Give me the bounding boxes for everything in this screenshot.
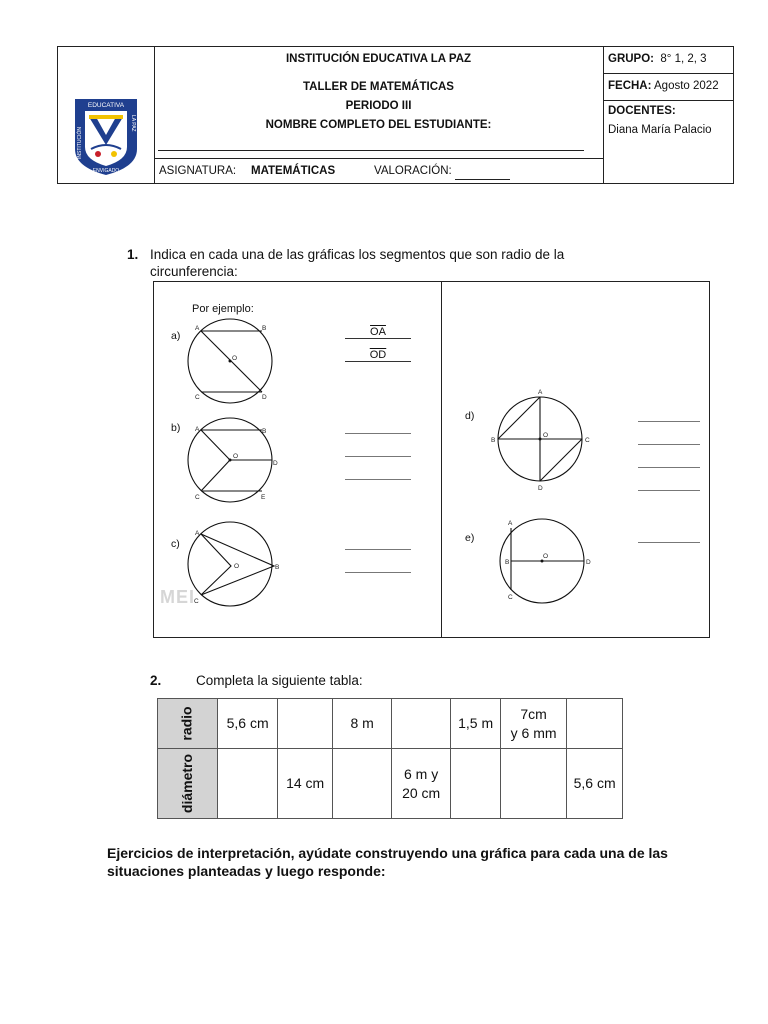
figure-a-label: a): [171, 330, 181, 342]
row-header-radio: radio: [158, 699, 218, 749]
table-cell[interactable]: 8 m: [333, 699, 392, 749]
example-label: Por ejemplo:: [192, 303, 254, 315]
interpretation-heading: [107, 844, 707, 880]
table-cell[interactable]: [392, 699, 451, 749]
question1-number: 1.: [127, 247, 139, 262]
circle-figures: [154, 282, 709, 637]
pt-b-E: E: [261, 494, 266, 501]
header-title-cell: [154, 47, 604, 183]
student-name-label: NOMBRE COMPLETO DEL ESTUDIANTE:: [265, 119, 492, 131]
pt-c-A: A: [195, 530, 200, 537]
pt-e-A: A: [508, 520, 513, 527]
table-cell[interactable]: 5,6 cm: [567, 749, 623, 819]
header-table: [57, 46, 734, 184]
logo-bottom-text: ENVIGADO: [92, 168, 120, 174]
pt-d-C: C: [585, 437, 590, 444]
answer-oa-text: $\overline{OA}$: [370, 326, 386, 338]
grade-label: VALORACIÓN:: [374, 165, 452, 177]
date-field: [608, 80, 719, 92]
radius-diameter-table: [157, 698, 623, 819]
figure-b-label: b): [171, 422, 181, 434]
pt-c-B: B: [275, 564, 280, 571]
pt-b-O: O: [233, 453, 239, 460]
subject-label: ASIGNATURA:: [159, 165, 237, 177]
workshop-title: TALLER DE MATEMÁTICAS: [303, 81, 454, 93]
table-row-radio: [158, 699, 623, 749]
logo-left-text: INSTITUCIÓN: [77, 127, 83, 159]
table-cell[interactable]: 1,5 m: [451, 699, 501, 749]
pt-d-A: A: [538, 389, 543, 396]
question2-number: 2.: [150, 673, 162, 688]
interpretation-line-2: situaciones planteadas y luego responde:: [107, 863, 386, 879]
header-info-cell: [603, 47, 733, 183]
subject-value: MATEMÁTICAS: [251, 165, 336, 177]
group-divider: [603, 73, 733, 74]
figure-c: [188, 522, 274, 606]
figure-d-label: d): [465, 410, 475, 422]
teachers-value: Diana María Palacio: [608, 124, 712, 136]
table-cell[interactable]: 5,6 cm: [218, 699, 278, 749]
pt-e-O: O: [543, 553, 549, 560]
table-cell[interactable]: [567, 699, 623, 749]
date-divider: [603, 100, 733, 101]
logo-right-text: LA PAZ: [130, 115, 136, 132]
question2-text: Completa la siguiente tabla:: [196, 673, 363, 688]
table-cell[interactable]: [218, 749, 278, 819]
pt-a-B: B: [262, 325, 267, 332]
group-value: 8° 1, 2, 3: [660, 53, 707, 65]
question1-text: Indica en cada una de las gráficas los segmentos que son radio de la circunferencia:: [150, 247, 565, 279]
date-value: Agosto 2022: [654, 80, 719, 92]
pt-d-O: O: [543, 432, 549, 439]
grade-line[interactable]: [455, 165, 510, 180]
teachers-label: DOCENTES:: [608, 105, 676, 117]
table-cell[interactable]: 7cm y 6 mm: [501, 699, 567, 749]
group-label: GRUPO:: [608, 53, 654, 65]
table-cell[interactable]: 6 m y 20 cm: [392, 749, 451, 819]
pt-b-D: D: [273, 460, 278, 467]
pt-c-C: C: [194, 598, 199, 605]
student-name-line[interactable]: [158, 135, 584, 151]
pt-b-A: A: [195, 426, 200, 433]
watermark-text: MEI: [160, 587, 196, 607]
pt-d-D: D: [538, 485, 543, 492]
figure-e-label: e): [465, 532, 475, 544]
table-cell[interactable]: [501, 749, 567, 819]
table-cell[interactable]: 14 cm: [278, 749, 333, 819]
header-row-divider: [154, 158, 603, 159]
pt-a-O: O: [232, 355, 238, 362]
interpretation-line-1: Ejercicios de interpretación, ayúdate construyendo una gráfica para cada una de las: [107, 845, 668, 861]
answer-od-text: $\overline{OD}$: [369, 349, 387, 361]
table-row-diametro: [158, 749, 623, 819]
pt-a-D: D: [262, 394, 267, 401]
logo-cell: [58, 47, 155, 183]
period-title: PERIODO III: [345, 100, 412, 112]
pt-c-O: O: [234, 563, 240, 570]
table-cell[interactable]: [333, 749, 392, 819]
pt-a-A: A: [195, 325, 200, 332]
pt-a-C: C: [195, 394, 200, 401]
group-field: [608, 53, 707, 65]
figure-c-label: c): [171, 538, 180, 550]
logo-top-text: EDUCATIVA: [87, 102, 125, 109]
pt-e-B: B: [505, 559, 510, 566]
table-cell[interactable]: [451, 749, 501, 819]
pt-b-B: B: [262, 428, 267, 435]
row-header-diametro: diámetro: [158, 749, 218, 819]
pt-d-B: B: [491, 437, 496, 444]
pt-e-C: C: [508, 594, 513, 601]
figures-box: [153, 281, 710, 638]
pt-e-D: D: [586, 559, 591, 566]
institution-name: INSTITUCIÓN EDUCATIVA LA PAZ: [285, 53, 472, 65]
pt-b-C: C: [195, 494, 200, 501]
date-label: FECHA:: [608, 80, 652, 92]
table-cell[interactable]: [278, 699, 333, 749]
school-logo: [71, 97, 141, 177]
